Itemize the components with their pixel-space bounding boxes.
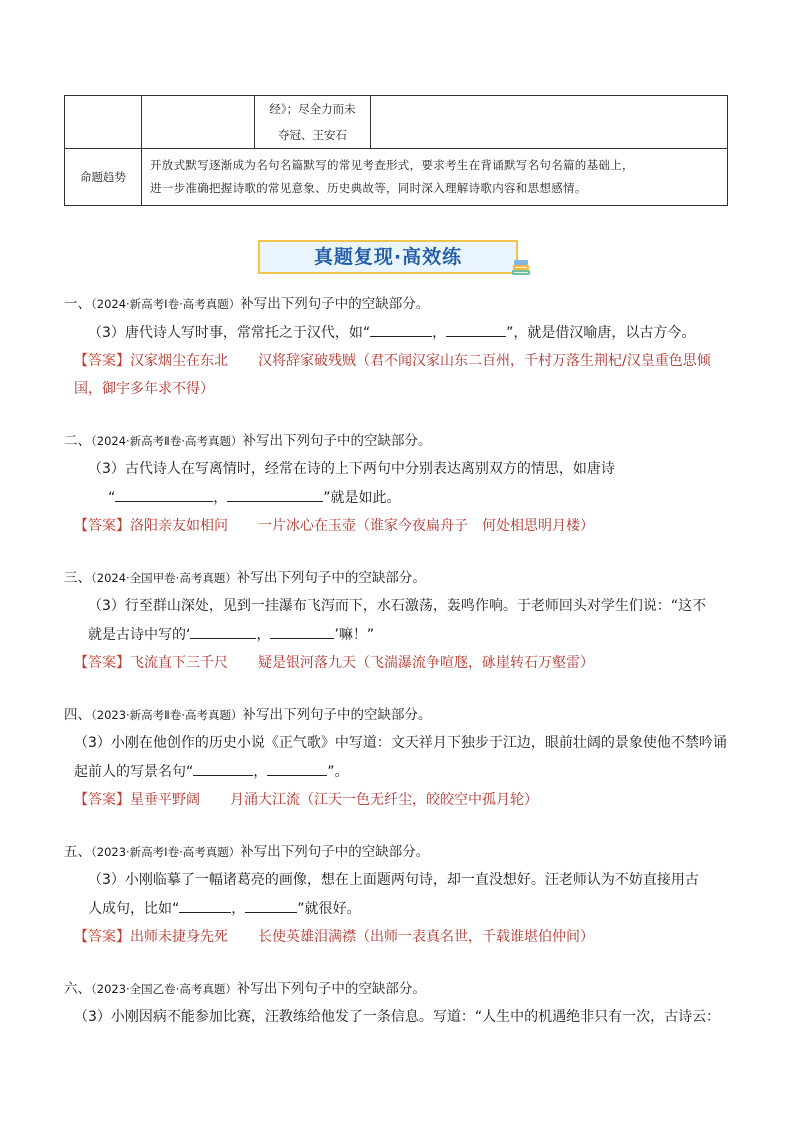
table-cell [65, 96, 142, 149]
fill-blank [446, 318, 506, 337]
trend-line: 进一步准确把握诗歌的常见意象、历史典故等，同时深入理解诗歌内容和思想感情。 [150, 181, 587, 195]
fill-blank [190, 620, 256, 639]
question-instruction: 补写出下列句子中的空缺部分。 [236, 570, 426, 586]
question-5 [64, 838, 730, 951]
question-header [64, 290, 730, 318]
answer-text: 一片冰心在玉壶（谁家今夜扁舟子 何处相思明月楼） [258, 518, 594, 534]
question-body [64, 483, 730, 512]
answer-text: 长使英雄泪满襟（出师一表真名世，千载谁堪伯仲间） [258, 929, 594, 945]
question-number: 一、 [64, 296, 91, 312]
answer-tag: 【答案】 [74, 518, 130, 534]
body-text: ”就很好。 [297, 901, 361, 917]
books-icon [510, 256, 532, 278]
table-row [65, 96, 728, 149]
section-banner [258, 238, 532, 278]
body-text: ’嘛！” [334, 627, 375, 643]
fill-blank [179, 894, 231, 913]
body-text: ， [432, 325, 447, 341]
body-text: ”，就是借汉喻唐，以古方今。 [506, 325, 696, 341]
question-header [64, 564, 730, 592]
answer-text: 洛阳亲友如相问 [130, 518, 228, 534]
question-source: （2023·全国乙卷·高考真题） [91, 982, 237, 996]
question-number: 二、 [64, 433, 91, 449]
question-number: 六、 [64, 981, 91, 997]
question-instruction: 补写出下列句子中的空缺部分。 [236, 981, 426, 997]
question-4 [64, 701, 730, 814]
summary-table [64, 95, 728, 206]
answer-text: 出师未捷身先死 [130, 929, 228, 945]
table-cell [142, 96, 255, 149]
question-instruction: 补写出下列句子中的空缺部分。 [240, 844, 430, 860]
question-number: 三、 [64, 570, 91, 586]
answer-tag: 【答案】 [74, 655, 130, 671]
question-number: 四、 [64, 707, 91, 723]
fill-blank [227, 483, 323, 502]
trend-text [142, 149, 728, 206]
cell-text: 夺冠、王安石 [278, 128, 347, 142]
question-instruction: 补写出下列句子中的空缺部分。 [240, 296, 430, 312]
fill-blank [245, 894, 297, 913]
body-text: 就是古诗中写的‘ [88, 627, 191, 643]
trend-line: 开放式默写逐渐成为名句名篇默写的常见考查形式，要求考生在背诵默写名句名篇的基础上， [150, 158, 634, 172]
answer-text: 汉将辞家破残贼（君不闻汉家山东二百州，千村万落生荆杞/汉皇重色思倾 [258, 353, 711, 369]
table-row [65, 149, 728, 206]
question-source: （2023·新高考Ⅱ卷·高考真题） [91, 708, 243, 722]
question-header [64, 701, 730, 729]
body-text: 人成句，比如“ [88, 901, 180, 917]
answer [64, 347, 730, 375]
body-text: ， [231, 901, 246, 917]
question-body: （3）小刚因病不能参加比赛，汪教练给他发了一条信息。写道：“人生中的机遇绝非只有一次，古诗云： [74, 1009, 721, 1025]
question-instruction: 补写出下列句子中的空缺部分。 [242, 433, 432, 449]
fill-blank [270, 620, 334, 639]
question-source: （2024·新高考Ⅰ卷·高考真题） [91, 297, 241, 311]
question-source: （2024·新高考Ⅱ卷·高考真题） [91, 434, 243, 448]
question-body: （3）小刚在他创作的历史小说《正气歌》中写道：文天祥月下独步于江边，眼前壮阔的景象使他不禁吟诵 [74, 735, 727, 751]
answer-text: 飞流直下三千尺 [130, 655, 228, 671]
body-text: ， [256, 627, 271, 643]
question-body [64, 318, 730, 347]
body-text: ”。 [327, 764, 349, 780]
question-instruction: 补写出下列句子中的空缺部分。 [242, 707, 432, 723]
question-body [64, 894, 730, 923]
answer-text: 月涌大江流（江天一色无纤尘，皎皎空中孤月轮） [230, 792, 538, 808]
table-cell [255, 96, 371, 149]
fill-blank [115, 483, 213, 502]
answer-tag: 【答案】 [74, 792, 130, 808]
cell-text: 经》；尽全力而未 [269, 102, 356, 116]
body-text: 起前人的写景名句“ [74, 764, 194, 780]
answer-text: 国，御宇多年求不得） [74, 381, 214, 397]
question-header [64, 838, 730, 866]
question-header [64, 975, 730, 1003]
fill-blank [267, 757, 327, 776]
question-3 [64, 564, 730, 677]
question-body [64, 620, 730, 649]
question-body: （3）行至群山深处，见到一挂瀑布飞泻而下，水石激荡，轰鸣作响。于老师回头对学生们说：“这不 [88, 598, 707, 614]
question-body [64, 757, 730, 786]
answer-text: 疑是银河落九天（飞湍瀑流争喧豗，砯崖转石万壑雷） [258, 655, 594, 671]
question-2 [64, 427, 730, 540]
question-source: （2023·新高考Ⅰ卷·高考真题） [91, 845, 241, 859]
banner-title: 真题复现·高效练 [313, 246, 463, 268]
question-number: 五、 [64, 844, 91, 860]
answer [64, 786, 730, 814]
answer-text: 汉家烟尘在东北 [130, 353, 228, 369]
question-source: （2024·全国甲卷·高考真题） [91, 571, 237, 585]
body-text: ， [253, 764, 268, 780]
question-6 [64, 975, 730, 1031]
trend-label: 命题趋势 [65, 149, 142, 206]
question-body: （3）小刚临摹了一幅诸葛亮的画像，想在上面题两句诗，却一直没想好。汪老师认为不妨直接用古 [88, 872, 699, 888]
answer [64, 512, 730, 540]
question-header [64, 427, 730, 455]
body-text: “ [108, 490, 116, 506]
question-body: （3）古代诗人在写离情时，经常在诗的上下两句中分别表达离别双方的情思，如唐诗 [88, 461, 615, 477]
answer [64, 923, 730, 951]
table-cell [371, 96, 728, 149]
answer-continued [64, 375, 730, 403]
answer-tag: 【答案】 [74, 353, 130, 369]
fill-blank [370, 318, 432, 337]
body-text: ”就是如此。 [323, 490, 401, 506]
fill-blank [193, 757, 253, 776]
body-text: （3）唐代诗人写时事，常常托之于汉代，如“ [88, 325, 371, 341]
answer-tag: 【答案】 [74, 929, 130, 945]
answer-text: 星垂平野阔 [130, 792, 200, 808]
answer [64, 649, 730, 677]
question-1 [64, 290, 730, 403]
body-text: ， [213, 490, 228, 506]
